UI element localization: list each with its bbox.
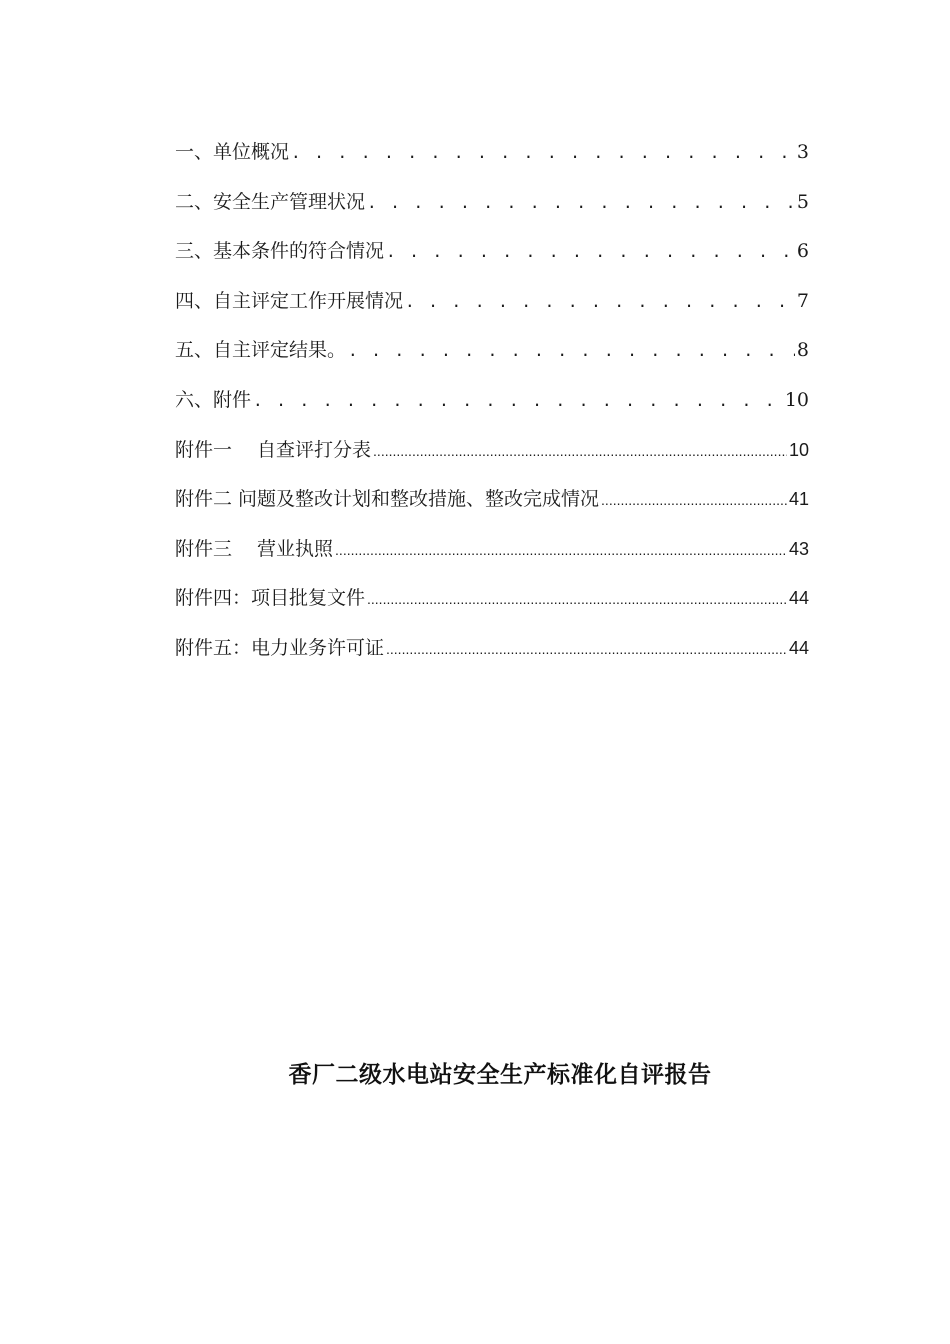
toc-entry-title: 附件三 营业执照 bbox=[175, 537, 334, 560]
toc-entry-page: 3 bbox=[796, 141, 809, 163]
toc-entry-page: 5 bbox=[796, 190, 809, 213]
table-of-contents bbox=[175, 136, 809, 682]
toc-entry[interactable] bbox=[175, 632, 809, 682]
toc-entry-page: 41 bbox=[788, 489, 809, 510]
toc-entry[interactable] bbox=[175, 334, 809, 384]
toc-entry[interactable] bbox=[175, 186, 809, 236]
toc-entry[interactable] bbox=[175, 384, 809, 434]
toc-entry-page: 44 bbox=[788, 588, 809, 609]
toc-dot-leader bbox=[348, 334, 795, 367]
toc-dot-leader bbox=[367, 582, 787, 615]
toc-dot-leader bbox=[386, 235, 795, 268]
toc-dot-leader bbox=[291, 136, 795, 169]
toc-entry-title: 附件一 自查评打分表 bbox=[175, 438, 372, 461]
toc-entry-page: 44 bbox=[788, 637, 809, 658]
toc-entry-page: 10 bbox=[788, 439, 809, 460]
toc-entry[interactable] bbox=[175, 434, 809, 484]
toc-dot-leader bbox=[253, 384, 783, 417]
toc-entry-title: 三、基本条件的符合情况 bbox=[175, 240, 385, 263]
toc-entry-title: 一、单位概况 bbox=[175, 141, 290, 163]
toc-entry-title: 附件五：电力业务许可证 bbox=[175, 636, 385, 659]
toc-entry[interactable] bbox=[175, 483, 809, 533]
toc-entry-page: 7 bbox=[796, 289, 809, 312]
toc-dot-leader bbox=[335, 533, 787, 566]
toc-entry-title: 二、安全生产管理状况 bbox=[175, 190, 366, 213]
toc-entry-title: 附件四：项目批复文件 bbox=[175, 587, 366, 610]
toc-entry-page: 8 bbox=[796, 339, 809, 362]
toc-dot-leader bbox=[405, 285, 795, 318]
toc-entry[interactable] bbox=[175, 285, 809, 335]
toc-dot-leader bbox=[367, 186, 795, 219]
toc-entry[interactable] bbox=[175, 533, 809, 583]
toc-entry-title: 附件二 问题及整改计划和整改措施、整改完成情况 bbox=[175, 488, 600, 511]
toc-entry-title: 六、附件 bbox=[175, 388, 252, 411]
toc-entry[interactable] bbox=[175, 136, 809, 186]
toc-entry-page: 43 bbox=[788, 538, 809, 559]
toc-dot-leader bbox=[601, 483, 787, 516]
document-title: 香厂二级水电站安全生产标准化自评报告 bbox=[288, 1062, 712, 1088]
toc-entry-page: 10 bbox=[784, 388, 809, 411]
toc-entry[interactable] bbox=[175, 582, 809, 632]
toc-entry-title: 五、自主评定结果。 bbox=[175, 339, 347, 362]
toc-dot-leader bbox=[373, 434, 787, 467]
toc-entry[interactable] bbox=[175, 235, 809, 285]
toc-entry-title: 四、自主评定工作开展情况 bbox=[175, 289, 404, 312]
toc-entry-page: 6 bbox=[796, 240, 809, 263]
toc-dot-leader bbox=[386, 632, 787, 665]
